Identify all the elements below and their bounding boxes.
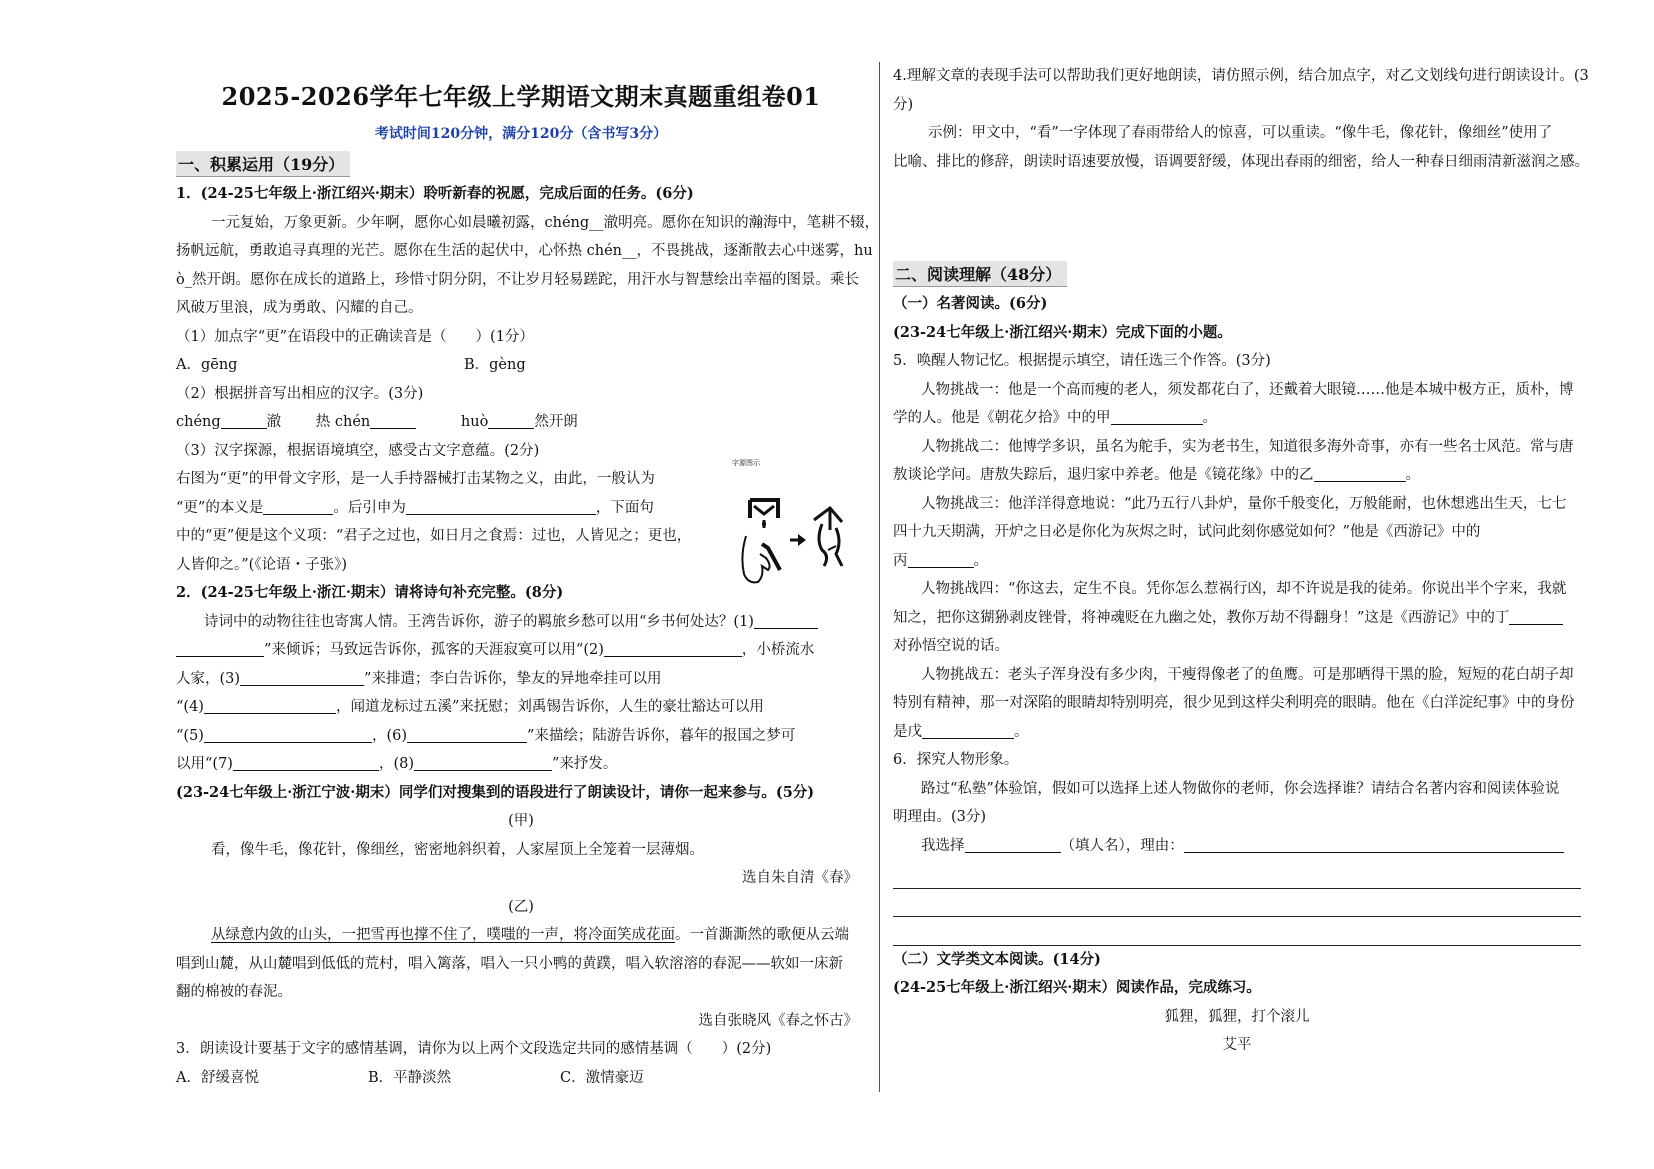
- q6-answer-row: 我选择 （填人名），理由：: [893, 832, 1581, 861]
- option-c[interactable]: C．激情豪迈: [560, 1069, 644, 1086]
- answer-blank[interactable]: [1314, 465, 1406, 482]
- q1-s3-line: 中的“更”便是这个义项：“君子之过也，如日月之食焉：过也，人皆见之；更也，: [176, 528, 692, 544]
- q1-passage-line: 风破万里浪，成为勇敢、闪耀的自己。: [176, 300, 423, 316]
- passage-jia-text: 看，像牛毛，像花针，像细丝，密密地斜织着，人家屋顶上全笼着一层薄烟。: [211, 841, 704, 858]
- passage-yi-line: 翻的棉被的春泥。: [176, 984, 292, 1000]
- oracle-bone-geng-figure: [718, 458, 868, 598]
- right-column: [893, 62, 1589, 1060]
- q4-answer-space[interactable]: [893, 176, 1581, 258]
- q2-line: 以用“(7) ，(8) ”来抒发。: [176, 756, 618, 772]
- q4-example-line: 比喻、排比的修辞，朗读时语速要放慢，语调要舒缓，体现出春雨的细密，给人一种春日细雨清新滋润之感。: [893, 153, 1589, 170]
- answer-line[interactable]: [893, 917, 1581, 946]
- subsection-2-source: (24-25七年级上·浙江绍兴·期末）阅读作品，完成练习。: [893, 979, 1261, 996]
- q1-options: [176, 351, 866, 380]
- answer-blank[interactable]: [414, 754, 552, 771]
- q3-options: [176, 1064, 866, 1093]
- section-heading-2: 二、阅读理解（48分）: [893, 258, 1581, 290]
- story-author: 艾平: [1222, 1037, 1252, 1053]
- exam-subtitle: 考试时间120分钟，满分120分（含书写3分）: [374, 126, 668, 142]
- reason-blank[interactable]: [1184, 836, 1564, 853]
- passage-yi-line: 从绿意内敛的山头，一把雪再也撑不住了，噗嗤的一声，将冷面笑成花面。一首澌澌然的歌便从云端: [211, 927, 849, 943]
- option-b[interactable]: B．gèng: [464, 357, 526, 373]
- passage-yi-line: 唱到山麓，从山麓唱到低低的荒村，唱入篱落，唱入一只小鸭的黄蹼，唱入软溶溶的春泥——软如一床新: [176, 955, 843, 972]
- answer-blank[interactable]: [233, 754, 379, 771]
- q2-line: 人家，(3) ”来排遣；李白告诉你，挚友的异地牵挂可以用: [176, 670, 662, 687]
- answer-blank[interactable]: [922, 722, 1014, 739]
- q1-s3-line: 人皆仰之。”(《论语・子张》): [176, 556, 347, 573]
- question-1-heading: 1．(24-25七年级上·浙江绍兴·期末）聆听新春的祝愿，完成后面的任务。(6分): [176, 185, 694, 202]
- q1-passage-line: 扬帆远航，勇敢追寻真理的光芒。愿你在生活的起伏中，心怀热 chén__，不畏挑战，逐渐散去心中迷雾，hu: [176, 243, 873, 259]
- q2-line: “(5) ，(6) ”来描绘；陆游告诉你，暮年的报国之梦可: [176, 727, 796, 744]
- q2-line: ”来倾诉；马致远告诉你，孤客的天涯寂寞可以用“(2) ，小桥流水: [176, 636, 866, 665]
- exam-title: 2025-2026学年七年级上学期语文期末真题重组卷01: [221, 82, 821, 111]
- figure-caption: 字源图示: [732, 459, 760, 467]
- challenge-line: 人物挑战二：他博学多识，虽名为舵手，实为老书生，知道很多海外奇事，亦有一些名士风范。常与唐: [921, 438, 1574, 455]
- subsection-1-source: (23-24七年级上·浙江绍兴·期末）完成下面的小题。: [893, 323, 1232, 341]
- name-blank[interactable]: [965, 836, 1061, 853]
- passage-yi-source: 选自张晓风《春之怀古》: [698, 1012, 858, 1029]
- challenge-line: 四十九天期满，开炉之日必是你化为灰烬之时，试问此刻你感觉如何？”他是《西游记》中的: [893, 524, 1481, 540]
- challenge-line: 人物挑战一：他是一个高而瘦的老人，须发都花白了，还戴着大眼镜……他是本城中极方正，质朴，博: [921, 381, 1574, 398]
- challenge-line: 对孙悟空说的话。: [893, 638, 1009, 654]
- answer-blank[interactable]: [407, 726, 527, 743]
- answer-blank[interactable]: [908, 551, 974, 568]
- answer-line[interactable]: [893, 860, 1581, 889]
- question-6-heading: 6．探究人物形象。: [893, 752, 1019, 768]
- section-heading-1: 一、积累运用（19分）: [176, 148, 866, 180]
- left-column: [176, 62, 880, 1092]
- answer-blank[interactable]: [204, 697, 336, 714]
- challenge-line: 人物挑战五：老头子浑身没有多少肉，干瘦得像老了的鱼鹰。可是那晒得干黑的脸，短短的花白胡子却: [921, 666, 1574, 683]
- q1-subquestion-2: （2）根据拼音写出相应的汉字。(3分): [176, 385, 424, 402]
- answer-blank[interactable]: [176, 640, 264, 657]
- q1-subquestion-3: （3）汉字探源，根据语境填空，感受古文字意蕴。(2分): [176, 442, 540, 459]
- challenge-line: 特别有精神，那一对深陷的眼睛却特别明亮，很少见到这样尖利明亮的眼睛。他在《白洋淀纪事》中的身份: [893, 695, 1575, 711]
- q1-passage-line: 一元复始，万象更新。少年啊，愿你心如晨曦初露，chéng__澈明亮。愿你在知识的瀚海中，笔耕不辍，: [211, 214, 880, 231]
- answer-line[interactable]: [893, 889, 1581, 918]
- question-2-heading: 2．(24-25七年级上·浙江·期末）请将诗句补充完整。(8分): [176, 584, 564, 601]
- q6-line: 路过“私塾”体验馆，假如可以选择上述人物做你的老师，你会选择谁？请结合名著内容和阅读体验说: [921, 780, 1560, 797]
- q1-subquestion-1: （1）加点字“更”在语段中的正确读音是（ ）(1分）: [176, 328, 534, 345]
- q6-line: 明理由。(3分): [893, 809, 987, 825]
- answer-blank[interactable]: [754, 612, 818, 629]
- answer-blank[interactable]: [204, 726, 372, 743]
- q1-pinyin-row: chéng 澈 热 chén huò 然开朗: [176, 414, 578, 430]
- answer-blank[interactable]: [370, 412, 416, 429]
- passage-jia-source: 选自朱自清《春》: [742, 870, 858, 886]
- subsection-1: （一）名著阅读。(6分): [893, 295, 1048, 312]
- answer-blank[interactable]: [1111, 408, 1203, 425]
- q1-s3-line: 右图为“更”的甲骨文字形，是一人手持器械打击某物之义，由此，一般认为: [176, 471, 655, 487]
- q2-line: “(4) ，闻道龙标过五溪”来抚慰；刘禹锡告诉你，人生的豪壮豁达可以用: [176, 699, 764, 715]
- q1-passage-line: ò_然开朗。愿你在成长的道路上，珍惜寸阴分阴，不让岁月轻易蹉跎，用汗水与智慧绘出幸福的图景。乘长: [176, 271, 859, 288]
- challenge-line: 知之，把你这猢狲剥皮锉骨，将神魂贬在九幽之处，教你万劫不得翻身！”这是《西游记》中的丁: [893, 604, 1581, 633]
- challenge-line: 人物挑战四：“你这去，定生不良。凭你怎么惹祸行凶，却不许说是我的徒弟。你说出半个字来，我就: [921, 581, 1567, 597]
- answer-blank[interactable]: [488, 412, 534, 429]
- question-3: 3．朗读设计要基于文字的感情基调，请你为以上两个文段选定共同的感情基调（ ）(2分): [176, 1041, 772, 1057]
- oracle-bone-character-image: [718, 458, 868, 598]
- answer-blank[interactable]: [604, 640, 742, 657]
- answer-blank[interactable]: [240, 669, 364, 686]
- underlined-sentence: 从绿意内敛的山头，一把雪再也撑不住了，噗嗤的一声，将冷面笑成花面: [211, 927, 675, 943]
- challenge-line: 学的人。他是《朝花夕拾》中的甲 。: [893, 410, 1217, 426]
- q1-s3-line: “更”的本义是 。后引申为 ，下面句: [176, 499, 654, 516]
- question-4-cont: 分): [893, 96, 914, 113]
- passage-jia-label: (甲): [508, 813, 534, 829]
- challenge-line: 是戊 。: [893, 723, 1029, 740]
- challenge-line: 丙 。: [893, 552, 988, 569]
- challenge-line: 敖谈论学问。唐敖失踪后，退归家中养老。他是《镜花缘》中的乙 。: [893, 467, 1420, 483]
- passage-yi-label: (乙): [508, 898, 534, 915]
- answer-blank[interactable]: [1509, 608, 1563, 625]
- q2-line: 诗词中的动物往往也寄寓人情。王湾告诉你，游子的羁旅乡愁可以用“乡书何处达？(1): [176, 608, 866, 637]
- q4-example-line: 示例：甲文中，“看”一字体现了春雨带给人的惊喜，可以重读。“像牛毛，像花针，像细丝”使用了: [928, 125, 1553, 141]
- option-a[interactable]: A．gēng: [176, 357, 238, 373]
- challenge-line: 人物挑战三：他洋洋得意地说：“此乃五行八卦炉，量你千般变化，万般能耐，也休想逃出生天，七七: [921, 495, 1567, 512]
- answer-blank[interactable]: [221, 412, 267, 429]
- subsection-2: （二）文学类文本阅读。(14分): [893, 950, 1101, 968]
- question-5-heading: 5．唤醒人物记忆。根据提示填空，请任选三个作答。(3分): [893, 353, 1271, 369]
- option-a[interactable]: A．舒缓喜悦: [176, 1069, 259, 1086]
- answer-blank[interactable]: [406, 498, 596, 515]
- option-b[interactable]: B．平静淡然: [368, 1069, 452, 1086]
- story-title: 狐狸，狐狸，打个滚儿: [1164, 1008, 1310, 1025]
- question-3-intro: (23-24七年级上·浙江宁波·期末）同学们对搜集到的语段进行了朗读设计，请你一起来参与。(5分): [176, 783, 815, 801]
- answer-blank[interactable]: [263, 498, 333, 515]
- question-4: 4.理解文章的表现手法可以帮助我们更好地朗读，请仿照示例，结合加点字，对乙文划线句进行朗读设计。(3: [893, 68, 1589, 84]
